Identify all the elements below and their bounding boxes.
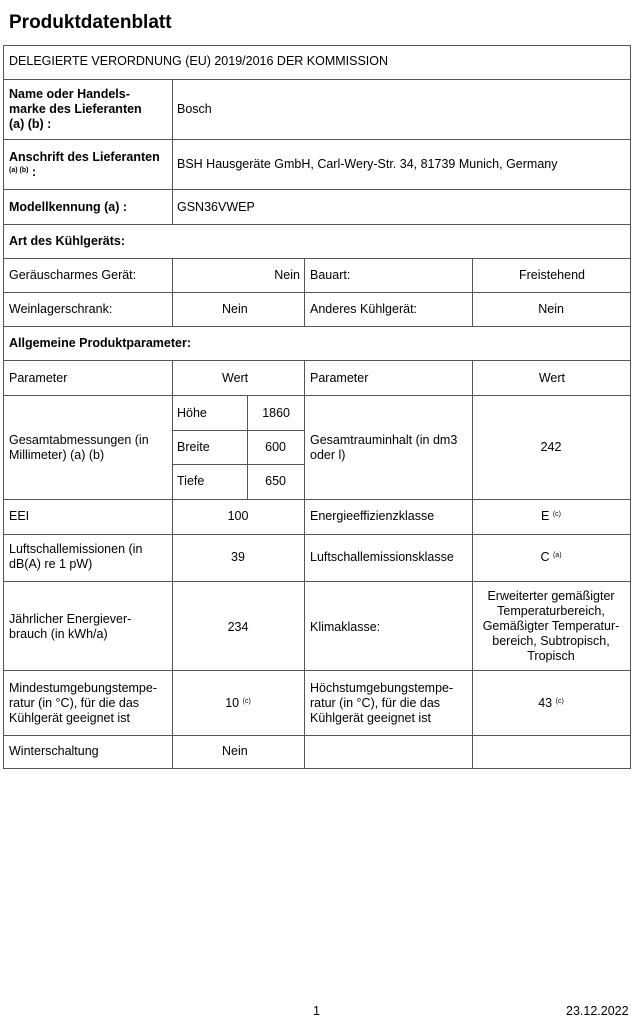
design-value: Freistehend	[518, 268, 585, 282]
width-label: Breite	[177, 440, 210, 454]
model-id-label: Modellkennung (a) :	[9, 200, 128, 214]
energy-class-value: E $^{(c)}$	[541, 509, 561, 523]
eei-value: 100	[227, 509, 249, 523]
low-noise-label: Geräuscharmes Gerät:	[9, 268, 137, 282]
header-parameter-2: Parameter	[310, 371, 369, 385]
climate-class-label: Klimaklasse:	[310, 620, 381, 634]
noise-class-label: Luftschallemissionsklasse	[310, 550, 454, 564]
climate-class-value: Erweiterter gemäßigter Temperaturbereich, Gemäßigter Temperatur- bereich, Subtropisch, Tropisch	[482, 589, 620, 663]
volume-label: Gesamtrauminhalt (in dm3 oder l)	[310, 433, 458, 462]
footer-date: 23.12.2022	[566, 1004, 629, 1018]
eei-label: EEI	[9, 509, 30, 523]
min-temp-value: 10 $^{(c)}$	[225, 696, 251, 710]
width-value: 600	[265, 440, 286, 454]
type-section-heading: Art des Kühlgeräts:	[9, 234, 125, 248]
design-label: Bauart:	[310, 268, 351, 282]
wine-storage-value: Nein	[222, 302, 248, 316]
regulation-title: DELEGIERTE VERORDNUNG (EU) 2019/2016 DER KOMMISSION	[9, 54, 389, 68]
energy-class-label: Energieeffizienzklasse	[310, 509, 435, 523]
annual-energy-label: Jährlicher Energiever- brauch (in kWh/a)	[9, 612, 132, 641]
noise-class-value: C $^{(a)}$	[540, 550, 562, 564]
depth-label: Tiefe	[177, 474, 205, 488]
header-value-2: Wert	[538, 371, 565, 385]
min-temp-label: Mindestumgebungstempe- ratur (in °C), für die das Kühlgerät geeignet ist	[9, 681, 157, 725]
height-label: Höhe	[177, 406, 207, 420]
model-id-value: GSN36VWEP	[177, 200, 255, 214]
winter-label: Winterschaltung	[9, 744, 99, 758]
dimensions-label: Gesamtabmessungen (in Millimeter) (a) (b)	[9, 433, 149, 462]
page-number: 1	[313, 1004, 320, 1018]
header-parameter-1: Parameter	[9, 371, 68, 385]
supplier-address-label: Anschrift des Lieferanten $^{(a) (b)}$ :	[9, 150, 160, 179]
max-temp-label: Höchstumgebungstempe- ratur (in °C), für die das Kühlgerät geeignet ist	[310, 681, 454, 725]
wine-storage-label: Weinlagerschrank:	[9, 302, 113, 316]
supplier-name-value: Bosch	[177, 102, 212, 116]
noise-value: 39	[231, 550, 245, 564]
annual-energy-value: 234	[227, 620, 249, 634]
supplier-name-label: Name oder Handels- marke des Lieferanten (a) (b) :	[9, 87, 142, 131]
depth-value: 650	[265, 474, 286, 488]
volume-value: 242	[540, 440, 562, 454]
supplier-address-value: BSH Hausgeräte GmbH, Carl-Wery-Str. 34, 81739 Munich, Germany	[177, 157, 558, 171]
page-title: Produktdatenblatt	[9, 12, 172, 33]
header-value-1: Wert	[222, 371, 249, 385]
low-noise-value: Nein	[274, 268, 300, 282]
noise-label: Luftschallemissionen (in dB(A) re 1 pW)	[9, 542, 143, 571]
winter-value: Nein	[222, 744, 248, 758]
other-appliance-label: Anderes Kühlgerät:	[310, 302, 418, 316]
other-appliance-value: Nein	[538, 302, 564, 316]
max-temp-value: 43 $^{(c)}$	[538, 696, 564, 710]
height-value: 1860	[262, 406, 290, 420]
general-section-heading: Allgemeine Produktparameter:	[9, 336, 191, 350]
